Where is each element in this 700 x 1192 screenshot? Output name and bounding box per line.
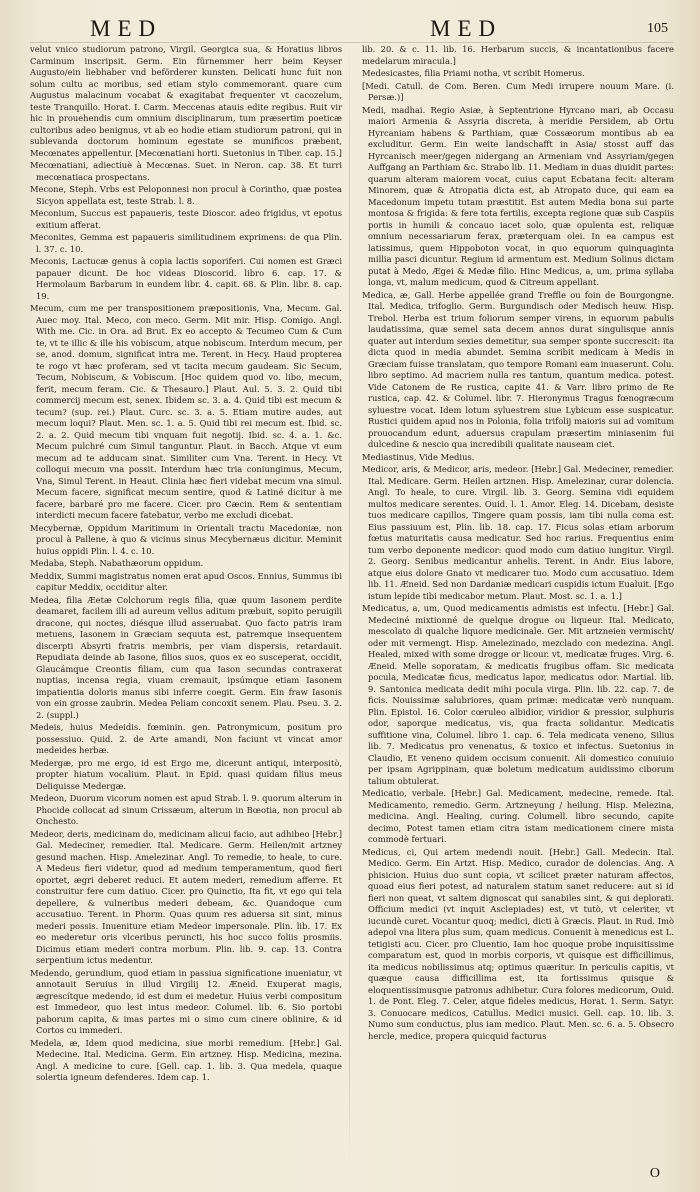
column-gutter: [349, 44, 350, 1164]
dictionary-entry: Medea, filia Æetæ Colchorum regis filia, quæ quum Iasonem perdite deamaret, facilem illi ad aureum vellus aditum præbuit, sopito peruigili dracone, qui noctes, diésque illud asseruabat. Quo facto patris iram metuens, Iasonem in Græciam sequuta est, patremque insequentem discerpti Absyrti fratris membris, per viam dispersis, retardauit. Repudiata deinde ab Iasone, filios suos, quos ex eo susceperat, occidit, Glaucámque Creontis filiam, cum qua Iason secundas contraxerat nuptias, incensa regia, viuam cremauit, ipsúmque etiam Iasonem impatientia doloris manus sibi inferre coegit. Germ. Ein fraw Iasonis von ein grosse zaubrin. Medea Peliam concoxit senem. Plau. Pseu. 3. 2. 2. (suppl.): [30, 594, 342, 720]
dictionary-entry: Medeon, Duorum vicorum nomen est apud Strab. l. 9. quorum alterum in Phocide collocat ad sinum Crissæum, alterum in Bœotia, non procul ab Onchesto.: [30, 793, 342, 826]
dictionary-entry: Mecœnatiani, adiectiuè à Mecœnas. Suet. in Neron. cap. 38. Et turri mecœnatiaca prospectans.: [30, 160, 342, 182]
right-column: [362, 44, 674, 1085]
dictionary-entry: Medicus, ci, Qui artem medendi nouit. [Hebr.] Gall. Medecin. Ital. Medico. Germ. Ein Artzt. Hisp. Medico, curador de dolencias. Ang. A phisicion. Huius duo sunt copia, vt scilicet præter naturam affectos, quoad eius fieri potest, ad naturalem statum sanet reducere: aut si id fieri non queat, vt saltem dignoscat qui sanabiles sint, & qui deplorati. Officium medici (vt inquit Asclepiades) est, vt tutò, vt celeriter, vt iucundè curet. Vocantur quoq; medici, dicti à Græcis. Plaut. in Rud. Imò adepol vna litera plus sum, quam medicus. Conuenit à menedicus est L. tetigisti acu. Cicer. pro Cluentio, Iam hoc quoque probe inquisitissime comparatum est, quod in morbis corporis, vt quisque est difficillimus, ita medicus nobilissimus atq; optimus quæritur. In periculis capitis, vt quæque causa difficillima est, ita fortissimus quisque & eloquentissimusque patronus adhibetur. Cura folores medicorum, Ouid. 1. de Pont. Eleg. 7. Celer, atque fideles medicus, Horat. 1. Serm. Satyr. 3. Conuocare medicos, Catullus. Medici musici. Gell. cap. 10. lib. 3. Numo sum conductus, plus iam medico. Plaut. Men. sc. 6. a. 5. Obsecro hercle, medice, propera quicquid facturus: [362, 846, 674, 1041]
dictionary-entry: Medesicastes, filia Priami notha, vt scribit Homerus.: [362, 68, 585, 78]
left-column: [30, 44, 342, 1085]
dictionary-entry: Medicatio, verbale. [Hebr.] Gal. Medicament, medecine, remede. Ital. Medicamento, remedio. Germ. Artzneyung / heilung. Hisp. Melezina, medicina. Angl. Healing, curing. Columell. libro secundo, capite decimo, Potest tamen etiam citra istam medicationem cinere mista commodè fertuari.: [362, 788, 674, 844]
dictionary-entry: Meddix, Summi magistratus nomen erat apud Oscos. Ennius, Summus ibi capitur Meddix, occiditur alter.: [30, 570, 342, 592]
header-rule: [30, 42, 674, 43]
dictionary-entry: Mecybernæ, Oppidum Maritimum in Orientali tractu Macedoniæ, non procul à Pallene, à quo & vicinus sinus Mecybernæus dicitur. Meminit huius oppidi Plin. l. 4. c. 10.: [30, 522, 342, 556]
running-header: [30, 10, 674, 40]
dictionary-entry: Medergæ, pro me ergo, id est Ergo me, dicerunt antiqui, interpositò, propter hiatum vocalium. Plaut. in Epid. quasi quidam filius meus Deliquisse Medergæ.: [30, 757, 342, 791]
header-left-word: MED: [90, 16, 163, 41]
dictionary-entry: Medicatus, a, um, Quod medicamentis admistis est infectu. [Hebr.] Gal. Medeciné mixtionné de quelque drogue ou liqueur. Ital. Medicato, mescolato di qualche liquore medicinale. Ger. Mit artzneien vermischt/ oder mit vermengt. Hisp. Amelezinado, mezclado con medezina. Angl. Healed, mixed with some drogge or licour. vt, medicatæ fruges. Virg. 6. Æneid. Melle soporatam, & medicatis frugibus offam. Sic medicata pocula, Medicatæ ficus, medicatus lapor, medicatus odor. Martial. lib. 9. Santonica medicata dedit mihi pocula virga. Plin. lib. 22. cap. 7. de ficis. Nouissimæ salubriores, quam primæ: medicatæ verò nunquam. Plin. Epistol. 16. Color cœruleo albidior, viridior & pressior, sulphuris odor, saporque medicatus, vis, qua fracta solidantur. Medicatis suffitione vina, Columel. libro 1. cap. 6. Tela medicata veneno, Silius lib. 7. Medicatus pro venenatus, & toxico et infectus. Suetonius in Claudio, Et veneno quidem occisum conuenit. Ali domestico conuiuio per ipsam Agrippinam, quæ boletum medicatum auidissimo ciborum talium obtulerat.: [362, 603, 674, 786]
columns: [30, 44, 674, 1085]
dictionary-entry: Medaba, Steph. Nabathæorum oppidum.: [30, 558, 204, 568]
dictionary-entry: Medicor, aris, & Medicor, aris, medeor. [Hebr.] Gal. Medeciner, remedier. Ital. Medicare. Germ. Heilen artznen. Hisp. Amelezinar, curar dolencia. Angl. To heale, to cure. Virgil. lib. 3. Georg. Semina vidi equidem multos medicare serentes. Ouid. l. 1. Amor. Eleg. 14. Dicebam, desiste tuos medicare capillos, Tingere quam possis, iam tibi nulla coma est. Eius passiuum est, Plin. lib. 18. cap. 17. Ficus solas etiam arborum fœtus maturitatis causa medicatur. Sed hoc rarius. Frequentius enim tum verbo deponente medicor: quod modo cum datiuo iungitur. Virgil. 2. Georg. Senibus medicantur anhelis. Terent. in Andr. Eius labore, atque eius dolore Gnato vt medicarer tuo. Modo cum accusatiuo. Idem lib. 11. Æneid. Sed non Dardaniæ medicari cuspidis ictum Eualuit. [Ego istum lepide tibi medicabor metum. Plaut. Most. sc. 1. a. 1.]: [362, 464, 674, 601]
page-number: 105: [647, 21, 668, 36]
dictionary-entry: Mecone, Steph. Vrbs est Peloponnesi non procul à Corintho, quæ postea Sicyon appellata est, teste Strab. l. 8.: [30, 184, 342, 206]
dictionary-entry: lib. 20. & c. 11. lib. 16. Herbarum succis, & incantationibus facere medelarum miracula.]: [362, 44, 674, 66]
dictionary-entry: Meconites, Gemma est papaueris similitudinem exprimens: de qua Plin. l. 37. c. 10.: [30, 232, 342, 254]
dictionary-entry: Medela, æ, Idem quod medicina, siue morbi remedium. [Hebr.] Gal. Medecine. Ital. Medicina. Germ. Ein artzney. Hisp. Medicina, mezina. Angl. A medicine to cure. [Gell. cap. 1. lib. 3. Qua medela, quaque solertia igneum defenderes. Idem cap. 1.: [30, 1037, 342, 1082]
dictionary-entry: Medi, madhai. Regio Asiæ, à Septentrione Hyrcano mari, ab Occasu maiori Armenia & Assyria discreta, à meridie Persidem, ab Ortu Hyrcaniam habens & Parthiam, quæ Cossæorum montibus ab ea excluditur. Germ. Ein weite landschafft in Asia/ stosst auff das Hyrcanisch meer/gegen nidergang an Armeniam vnd Assyriam/gegen Auffgang an Parthiam &c. Strabo lib. 11. Mediam in duas diuidit partes: quarum alteram maiorem vocat, cuius caput Ecbatana fecit: alteram Minorem, quæ & Atropatia dicta est, ab Atropato duce, qui eam ea Macedonum impetu tutam præstitit. Est autem Media bona sui parte montosa & frigida: & fere tota fertilis, excepta regione quæ sub Caspiis portis in humili & concauo iacet solo, quæ opulenta est, reliquæ omnium necessariarum ferax, præterquam olei. In ea campus est latissimus, quem Hippoboton vocat, in quo equorum quinquaginta millia pasci dicuntur. Regium id armentum est. Medium Solinus dictam putat à Medo, Ægei & Medæ filio. Hinc Medicus, a, um, prima syllaba longa, vt, malum medicum, quod & Citreum appellant.: [362, 104, 674, 287]
dictionary-entry: Meconis, Lactucæ genus à copia lactis soporiferi. Cui nomen est Græci papauer dicunt. De hoc videas Dioscorid. libro 6. cap. 17. & Hermolaum Barbarum in eundem libr. 4. capit. 68. & Plin. libr. 8. cap. 19.: [30, 256, 342, 301]
dictionary-entry: velut vnico studiorum patrono, Virgil. Georgica sua, & Horatius libros Carminum inscripsit. Germ. Ein fürnemmer herr beim Keyser Augusto/ein liebhaber vnd beförderer kunsten. Delicati hunc fuit non solum cultu ac moribus, sed etiam stylo commemorant. quare cum Augustus malacinum vocabat & exagitabat frequenter vt cacozelum, teste Tranquillo. Horat. I. Carm. Meccenas atauis edite regibus. Ruit vir hic in prouehendis cum omnium disciplinarum, tum præsertim poeticæ cultoribus adeo benignus, vt ab eo hodie etiam studiorum patroni, qui in sublevanda doctorum hominum egestate se munificos præbent, Mecœnates appellentur. [Mecœnatiani horti. Suetonius in Tiber. cap. 15.]: [30, 44, 342, 158]
dictionary-entry: [Medi. Catull. de Com. Beren. Cum Medi irrupere nouum Mare. (i. Persæ.)]: [362, 80, 674, 102]
dictionary-entry: Mecum, cum me per transpositionem præpositionis, Vna, Mecum. Gal. Auec moy. Ital. Meco, con meco. Germ. Mit mir. Hisp. Comigo. Angl. With me. Cic. in Ora. ad Brut. Ex eo accepto & Tecumeo Cum & Cum te, vt te illic & ille his vobiscum, atque nobiscum. Interdum mecum, per se, anod. domum, significat intra me. Terent. in Hecy. Haud propterea te rogo vt hæc proferam, sed vt tacita mecum gaudeam. Sic Secum, Tecum, Nobiscum, & Vobiscum. [Hoc quidem quod vo. libo, mecum, ferit, mecum feram. Cic. & Thesauro.] Plaut. Aul. 5. 3. 2. Quid tibi commercij mecum est, senex. Ibidem sc. 3. a. 4. Quid tibi est mecum & tecum? (sup. rei.) Plaut. Curc. sc. 3. a. 5. Etiam mutire audes, aut mecum loqui? Plaut. Men. sc. 1. a. 5. Quid tibi rei mecum est. Ibid. sc. 2. a. 2. Quid mecum tibi vnquam fuit negotij. Ibid. sc. 4. a. 1. &c. Mecum pulchré cum Simul tanguntur. Plaut. in Bacch. Atque vt eum mecum ad te adducam sinat. Similiter cum Vna. Terent. in Hecy. Vt colloqui mecum vna possit. Interdum hæc tria coniungimus, Mecum, Vna, Simul Terent. in Heaut. Clinia hæc fieri videbat mecum vna simul. Mecum facere, significat mecum sentire, quod & Latiné dicitur à me facere, barbaré pro me facere. Cicer. pro Cæcin. Rem & sententiam interdicti mecum facere fatebatur, verbo me excludi dicebat.: [30, 303, 342, 520]
dictionary-entry: Mediastinus, Vide Medius.: [362, 451, 475, 462]
dictionary-entry: Medica, æ, Gall. Herbe appellée grand Treffle ou foin de Bourgongne. Ital. Medica, trifoglio. Germ. Burgundisch oder Medisch heuw. Hisp. Trebol. Herba est trium foliorum semper virens, in equorum pabulis laudatissima, quæ semel sata decem annos durat singulisque annis quater aut interdum sexies demetitur, sua semper sponte succrescit: ita dicta quod in media abundet. Semina scribit medicam à Medis in Græciam fuisse translatam, quo tempore Romani eam inuaserunt. Colu. libro septimo. Ad macriem nulla res tantum, quantum medica. potest. Vide Catonem de Re rustica, capite 41. & Varr. libro primo de Re rustica, cap. 42. & Columel. libr. 7. Hieronymus Tragus fœnogræcum syluestre vocat. Idem lotum syluestrem siue Lybicum esse suspicatur. Rustici quidem apud nos in Polonia, folia trifolij maioris sui ad vomitum prouocandum edunt, aduersus crapulam præsertim miniasenim fui dulcedine & nescio qua incredibili qualitate nauseam ciet.: [362, 289, 674, 449]
signature-mark: O: [649, 1166, 660, 1181]
dictionary-entry: Medendo, gerundium, quod etiam in passiua significatione inueniatur, vt annotauit Seruius in illud Virgilij 12. Æneid. Exuperat magis, ægrescítque medendo, id est dum ei medetur. Huius verbi compositum est Immedeor, quo lest intus medeor. Columel. lib. 6. Sio portobi paborum capita, & imas partes mi o simo cum cinere oblinire, & id Cortos cu immederi.: [30, 967, 342, 1035]
dictionary-entry: Medeor, deris, medicinam do, medicinam alicui facio, aut adhibeo [Hebr.] Gal. Medeciner, remedier. Ital. Medicare. Germ. Heilen/mit artzney gesund machen. Hisp. Amelezinar. Angl. To remedie, to heale, to cure. A Medeus fieri videtur, quod ad medium temperamentum, quod fieri oportet, ægri deberet reduci. Et autem mederi, remedium afferre. Et construitur fere cum datiuo. Cicer. pro Quinctio, Ita fit, vt ego qui tela depellere, & vulneribus mederi debeam, &c. Quandoque cum accusatiuo. Terent. in Phorm. Quas quum res aduersa sit sint, minus mederi possis. Inueniture etiam Medeor impersonale. Plin. lib. 17. Ex eo mederetur oris vlceribus peruncti, his hoc succo foliis prosmiis. Dicimus etiam mederi contra morbum. Plin. lib. 9. cap. 13. Contra serpentium ictus medentur.: [30, 828, 342, 965]
header-right-word: MED: [430, 16, 503, 41]
dictionary-entry: Medeis, huius Medeidis. fœminin. gen. Patronymicum, positum pro possessiuo. Quid. 2. de Arte amandi, Non faciunt vt vincat amor medeides herbæ.: [30, 722, 342, 755]
dictionary-entry: Meconium, Succus est papaueris, teste Dioscor. adeo frigidus, vt epotus exitium afferat.: [30, 208, 342, 230]
